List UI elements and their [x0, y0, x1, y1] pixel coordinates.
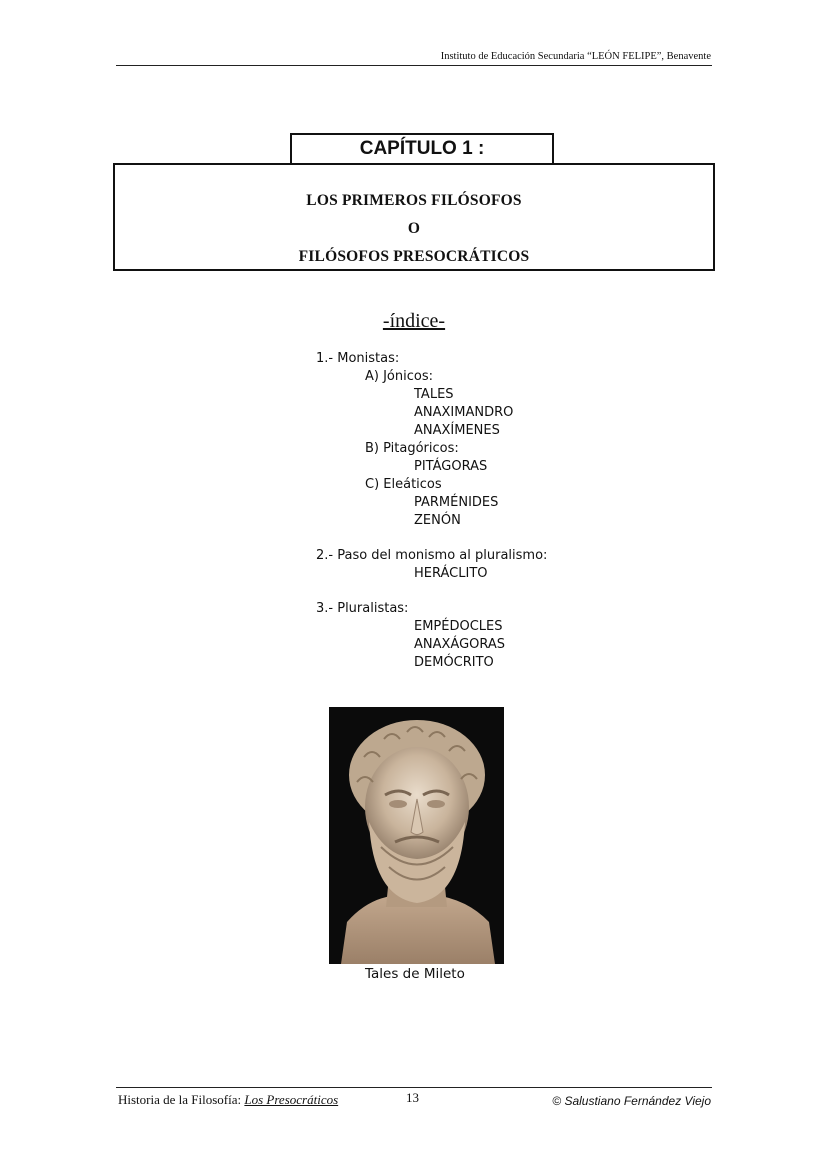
index-section-1: 1.- Monistas:: [316, 351, 400, 366]
page-number: 13: [406, 1090, 419, 1105]
index-item: HERÁCLITO: [414, 566, 488, 581]
index-group-pitagoricos: B) Pitagóricos:: [365, 441, 459, 456]
index-group-jonicos: A) Jónicos:: [365, 369, 433, 384]
header-institution: Instituto de Educación Secundaria “LEÓN FELIPE”, Benavente: [440, 51, 711, 62]
index-item: ZENÓN: [414, 513, 461, 528]
index-item: PARMÉNIDES: [414, 495, 499, 510]
index-item: PITÁGORAS: [414, 459, 488, 474]
footer-copyright: © Salustiano Fernández Viejo: [552, 1094, 711, 1108]
footer-book-title: [118, 1092, 338, 1108]
index-section-3: 3.- Pluralistas:: [316, 601, 409, 616]
index-item: TALES: [414, 387, 454, 402]
index-item: ANAXÁGORAS: [414, 637, 506, 652]
chapter-label-box: [290, 133, 554, 163]
index-item: ANAXÍMENES: [414, 423, 500, 438]
footer-rule: [116, 1087, 712, 1088]
header-rule: [116, 65, 712, 66]
chapter-title-line-3: FILÓSOFOS PRESOCRÁTICOS: [298, 248, 530, 265]
index-item: EMPÉDOCLES: [414, 619, 503, 634]
chapter-title-line-2: O: [407, 220, 421, 237]
chapter-label: CAPÍTULO 1 :: [359, 138, 485, 159]
index-item: DEMÓCRITO: [414, 655, 494, 670]
footer-subject: Historia de la Filosofía:: [118, 1092, 242, 1107]
index-item: ANAXIMANDRO: [414, 405, 514, 420]
chapter-title-box: [113, 163, 715, 271]
index-heading: -índice-: [382, 310, 446, 332]
figure-caption: Tales de Mileto: [365, 966, 465, 982]
index-section-2: 2.- Paso del monismo al pluralismo:: [316, 548, 548, 563]
tales-bust-image: [329, 707, 504, 964]
footer-section-title: Los Presocráticos: [244, 1092, 339, 1107]
chapter-title-line-1: LOS PRIMEROS FILÓSOFOS: [306, 192, 522, 209]
index-group-eleaticos: C) Eleáticos: [365, 477, 442, 492]
